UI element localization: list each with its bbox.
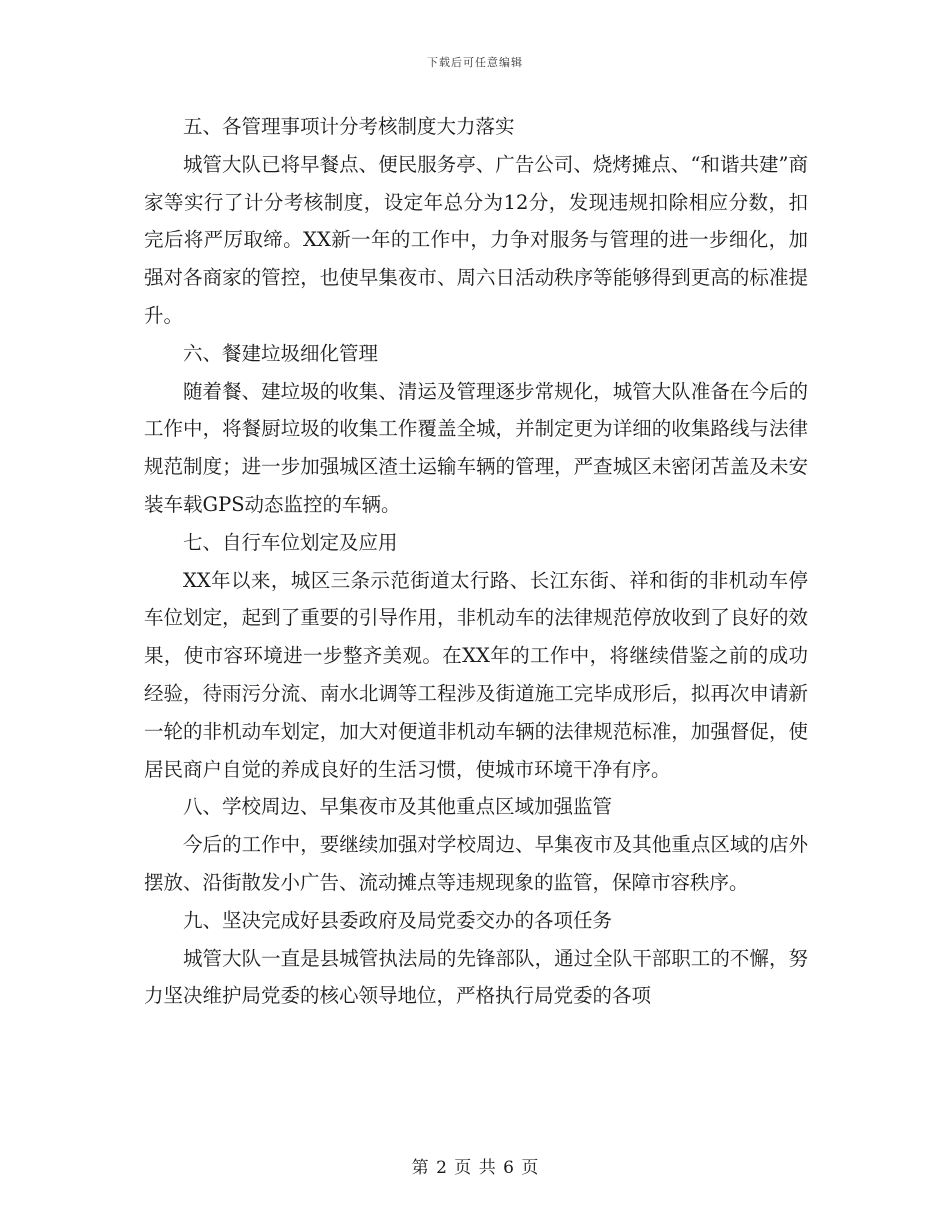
section-heading-8: 八、学校周边、早集夜市及其他重点区域加强监管 xyxy=(183,795,613,819)
page-number-footer: 第 2 页 共 6 页 xyxy=(411,1158,539,1178)
paragraph-bicycle-parking: XX年以来，城区三条示范街道太行路、长江东街、祥和街的非机动车停车位划定，起到了重要的引导作用，非机动车的法律规范停放收到了良好的效果，使市容环境进一步整齐美观。在XX年的工作中，将继续借鉴之前的成功经验，待雨污分流、南水北调等工程涉及街道施工完毕成形后，拟再次申请新一轮的非机动车划定，加大对便道非机动车辆的法律规范标准，加强督促，使居民商户自觉的养成良好的生活习惯，使城市环境干净有序。 xyxy=(144,568,808,781)
page-header-note: 下载后可任意编辑 xyxy=(427,56,523,69)
section-heading-9: 九、坚决完成好县委政府及局党委交办的各项任务 xyxy=(183,908,613,932)
paragraph-tasks: 城管大队一直是县城管执法局的先锋部队，通过全队干部职工的不懈，努力坚决维护局党委的核心领导地位，严格执行局党委的各项 xyxy=(144,946,808,1008)
paragraph-key-area-supervision: 今后的工作中，要继续加强对学校周边、早集夜市及其他重点区域的店外摆放、沿街散发小广告、流动摊点等违规现象的监管，保障市容秩序。 xyxy=(144,833,808,894)
document-body xyxy=(144,108,808,1015)
section-heading-7: 七、自行车位划定及应用 xyxy=(183,530,398,554)
section-heading-6: 六、餐建垃圾细化管理 xyxy=(183,341,379,365)
paragraph-scoring-system: 城管大队已将早餐点、便民服务亭、广告公司、烧烤摊点、“和谐共建”商家等实行了计分考核制度，设定年总分为12分，发现违规扣除相应分数，扣完后将严厉取缔。XX新一年的工作中，力争对服务与管理的进一步细化，加强对各商家的管控，也使早集夜市、周六日活动秩序等能够得到更高的标准提升。 xyxy=(144,152,808,327)
paragraph-garbage-management: 随着餐、建垃圾的收集、清运及管理逐步常规化，城管大队准备在今后的工作中，将餐厨垃圾的收集工作覆盖全城，并制定更为详细的收集路线与法律规范制度；进一步加强城区渣土运输车辆的管理，严查城区未密闭苫盖及未安装车载GPS动态监控的车辆。 xyxy=(144,379,808,516)
section-heading-5: 五、各管理事项计分考核制度大力落实 xyxy=(183,115,515,138)
